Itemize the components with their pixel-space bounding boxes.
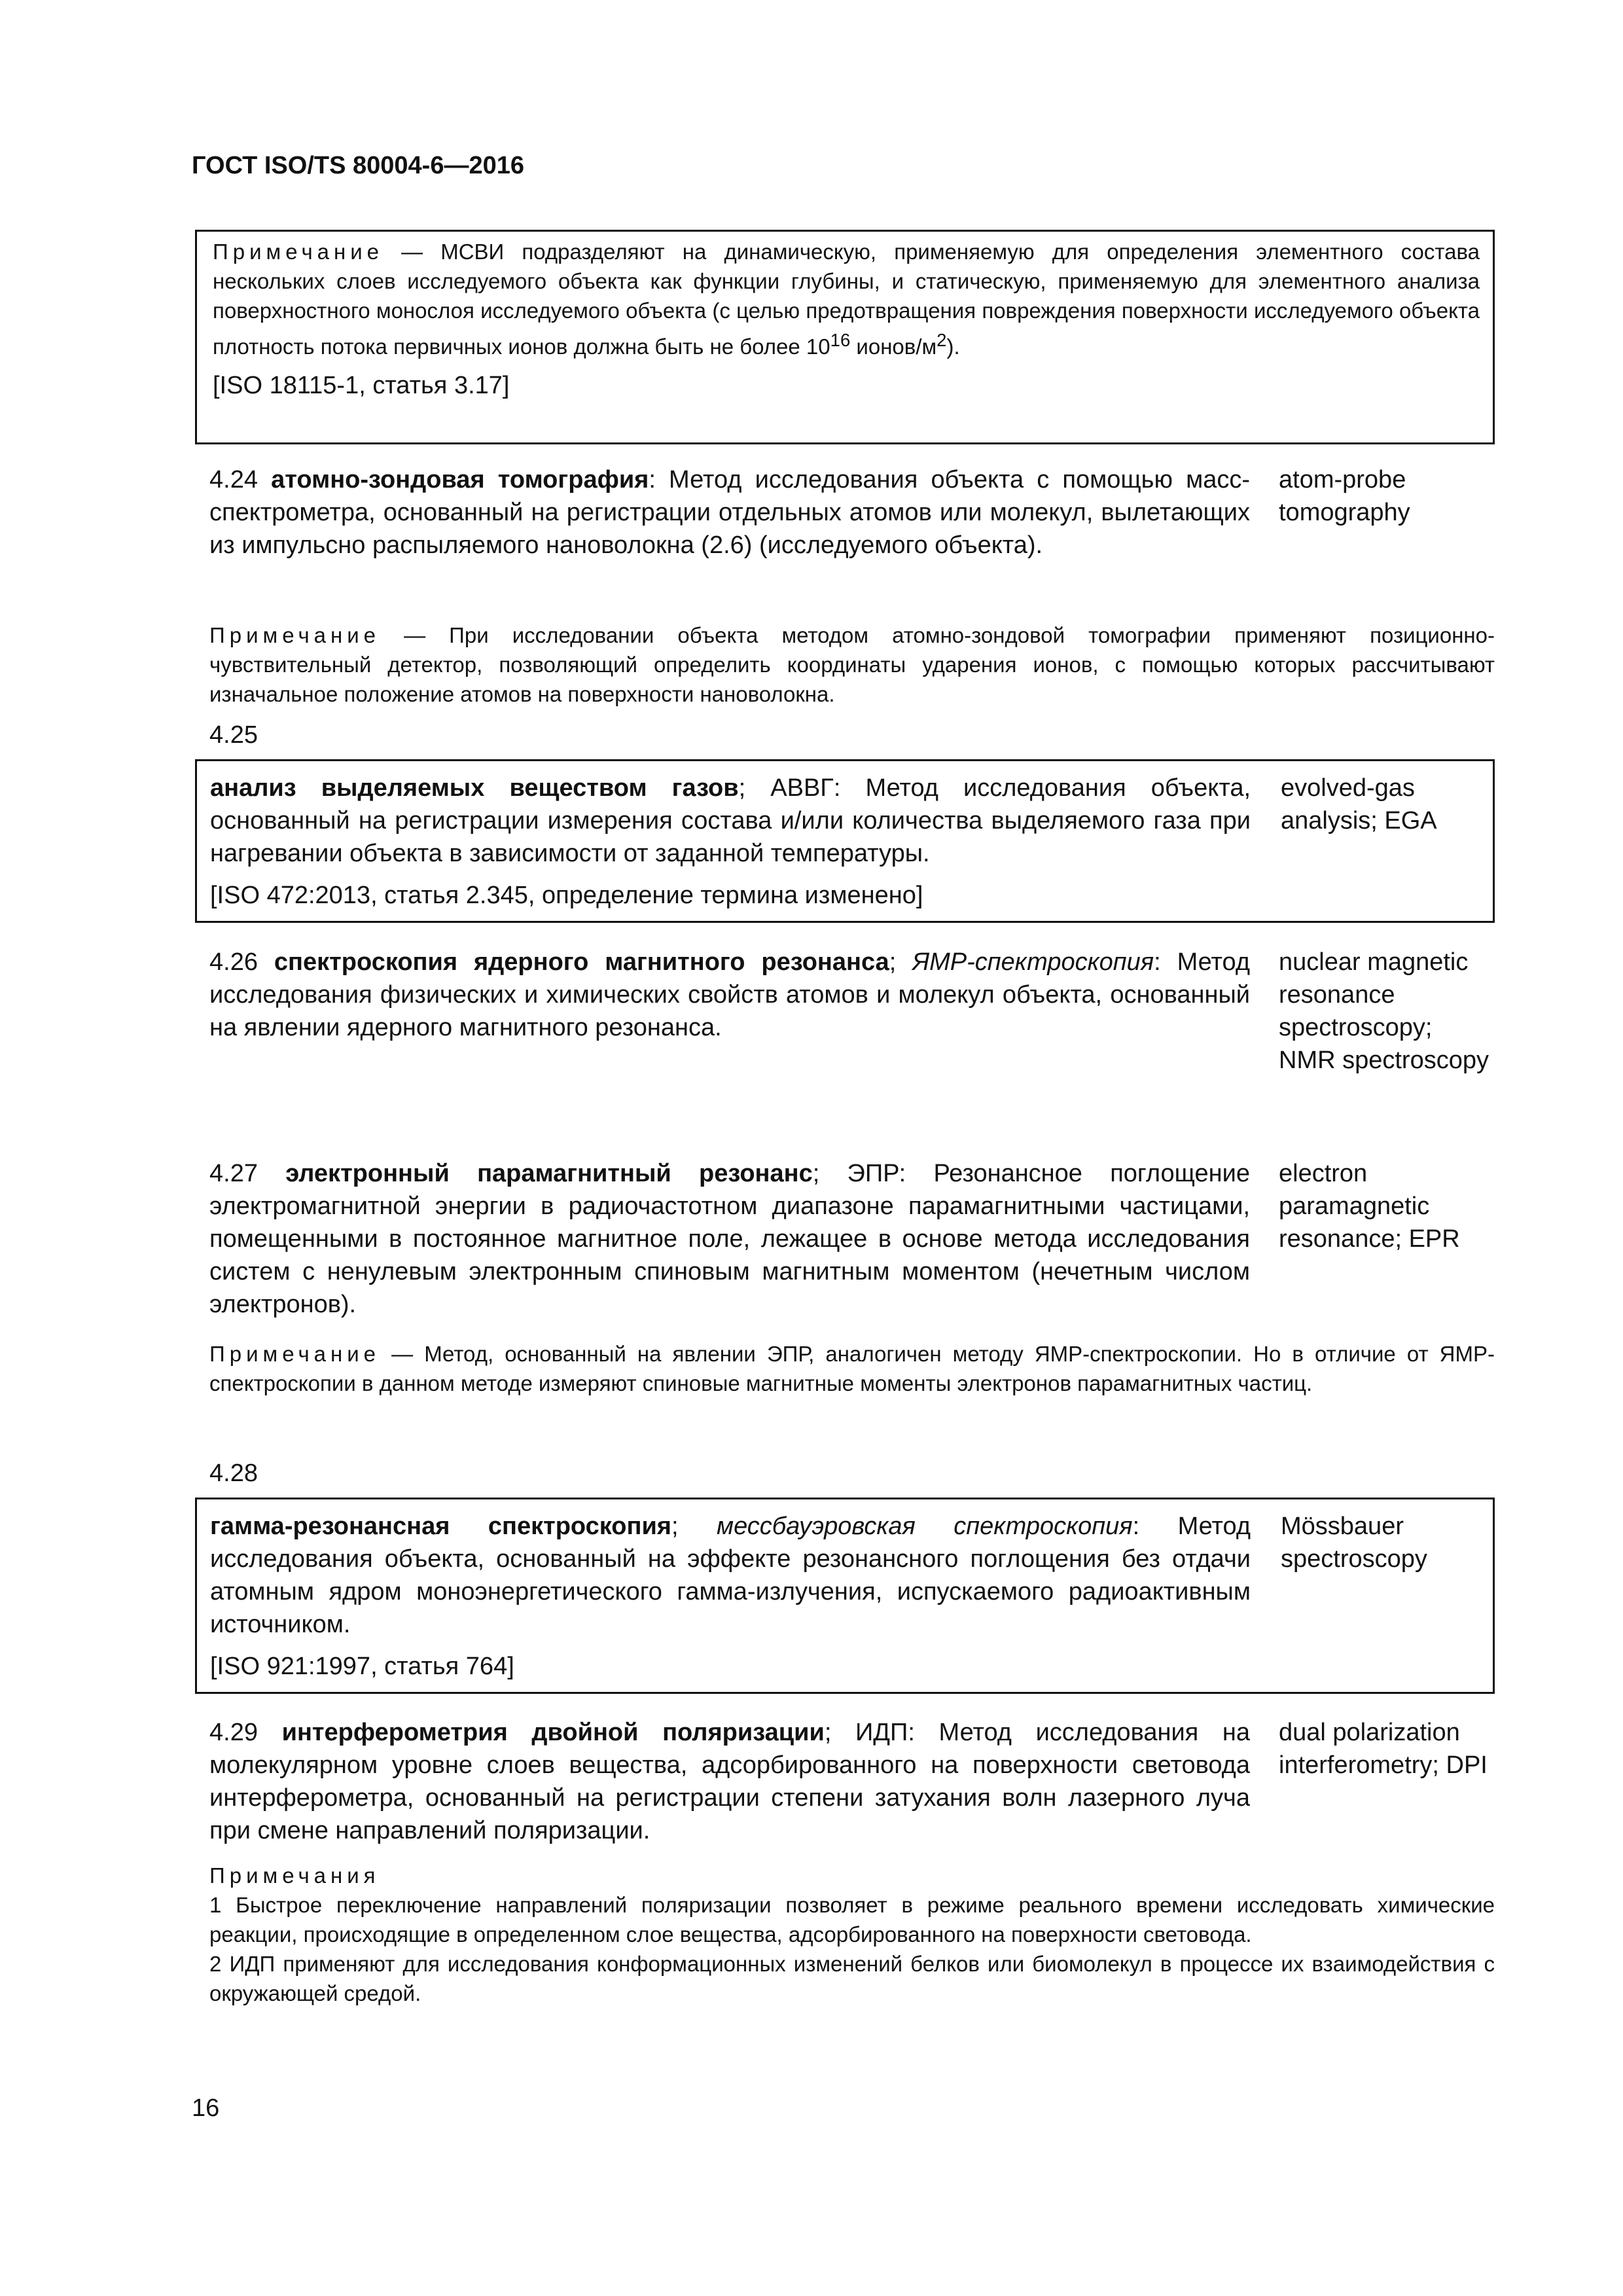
term-synonym: мессбауэровская спектроскопия (717, 1513, 1133, 1540)
term-name: атомно-зондовая томография (271, 466, 649, 493)
term-definition: анализ выделяемых веществом газов; АВВГ: Метод исследования объекта, основанный на регистрации измерения состава и/или количества выделяемого газа при нагревании объекта в зависимости от заданной температуры. (210, 774, 1251, 867)
source-reference: [ISO 921:1997, статья 764] (210, 1653, 514, 1680)
source-reference: [ISO 472:2013, статья 2.345, определение термина изменено] (210, 882, 923, 909)
term-definition: 4.27 электронный парамагнитный резонанс; ЭПР: Резонансное поглощение электромагнитной энергии в радиочастотном диапазоне парамагнитными частицами, помещенными в постоянное магнитное поле, лежащее в основе метода исследования систем с ненулевым электронным спиновым магнитным моментом (нечетным числом электронов). (209, 1160, 1250, 1318)
note-1-4-29: 1 Быстрое переключение направлений поляризации позволяет в режиме реального времени исследовать химические реакции, происходящие в определенном слое вещества, адсорбированного на поверхности световода. (209, 1893, 1495, 1946)
english-term: electron paramagnetic resonance; EPR (1279, 1160, 1460, 1253)
term-entry-4-27 (209, 1157, 1495, 1327)
note-2-4-29: 2 ИДП применяют для исследования конформационных изменений белков или биомолекул в процессе их взаимодействия с окружающей средой. (209, 1952, 1495, 2005)
term-synonym: ЯМР-спектроскопия (912, 948, 1154, 976)
term-box-4-25 (195, 759, 1495, 923)
term-name: интерферометрия двойной поляризации (281, 1719, 825, 1746)
term-name: гамма-резонансная спектроскопия (210, 1513, 671, 1540)
term-definition: 4.24 атомно-зондовая томография: Метод исследования объекта с помощью масс-спектрометра, основанный на регистрации отдельных атомов или молекул, вылетающих из импульсно распыляемого нановолокна (2.6) (исследуемого объекта). (209, 466, 1250, 559)
note-4-27: Примечание — Метод, основанный на явлении ЭПР, аналогичен методу ЯМР-спектроскопии. Но в отличие от ЯМР-спектроскопии в данном методе измеряют спиновые магнитные моменты электронов парамагнитных частиц. (209, 1342, 1495, 1395)
term-box-4-28 (195, 1498, 1495, 1694)
term-definition: гамма-резонансная спектроскопия; мессбауэровская спектроскопия: Метод исследования объекта, основанный на эффекте резонансного поглощения без отдачи атомным ядром моноэнергетического гамма-излучения, испускаемого радиоактивным источником. (210, 1513, 1251, 1638)
term-definition: 4.26 спектроскопия ядерного магнитного резонанса; ЯМР-спектроскопия: Метод исследования физических и химических свойств атомов и молекул объекта, основанный на явлении ядерного магнитного резонанса. (209, 948, 1250, 1041)
term-number-4-25: 4.25 (209, 721, 258, 749)
english-term: Mössbauer spectroscopy (1281, 1513, 1427, 1573)
notes-label-4-29: Примечания (209, 1863, 380, 1888)
note-label: Примечание (213, 240, 384, 264)
term-number-4-28: 4.28 (209, 1460, 258, 1487)
term-name: электронный парамагнитный резонанс (285, 1160, 813, 1187)
source-reference: [ISO 18115-1, статья 3.17] (213, 372, 510, 399)
note-4-23: Примечание — МСВИ подразделяют на динамическую, применяемую для определения элементного состава нескольких слоев исследуемого объекта как функции глубины, и статическую, применяемую для элементного анализа поверхностного монослоя исследуемого объекта (с целью предотвращения повреждения поверхности исследуемого объекта плотность потока первичных ионов должна быть не более $10^{16}$ ионов/$м^2$). (213, 240, 1480, 359)
term-entry-4-29 (209, 1716, 1495, 1854)
term-entry-4-24 (209, 463, 1495, 601)
term-name: спектроскопия ядерного магнитного резонанса (274, 948, 889, 976)
document-header: ГОСТ ISO/TS 80004-6—2016 (192, 152, 524, 179)
note-box-4-23 (195, 230, 1495, 444)
term-name: анализ выделяемых веществом газов (210, 774, 739, 802)
english-term: atom-probe tomography (1279, 466, 1410, 526)
english-term: evolved-gas analysis; EGA (1281, 774, 1437, 834)
english-term: nuclear magnetic resonance spectroscopy; NMR spectroscopy (1279, 948, 1489, 1074)
note-4-24: Примечание — При исследовании объекта методом атомно-зондовой томографии применяют позиционно-чувствительный детектор, позволяющий определить координаты ударения ионов, с помощью которых рассчитывают изначальное положение атомов на поверхности нановолокна. (209, 623, 1495, 706)
term-entry-4-26 (209, 946, 1495, 1142)
english-term: dual polarization interferometry; DPI (1279, 1719, 1488, 1779)
page-number: 16 (192, 2094, 220, 2122)
term-definition: 4.29 интерферометрия двойной поляризации; ИДП: Метод исследования на молекулярном уровне слоев вещества, адсорбированного на поверхности световода интерферометра, основанный на регистрации степени затухания волн лазерного луча при смене направлений поляризации. (209, 1719, 1250, 1844)
